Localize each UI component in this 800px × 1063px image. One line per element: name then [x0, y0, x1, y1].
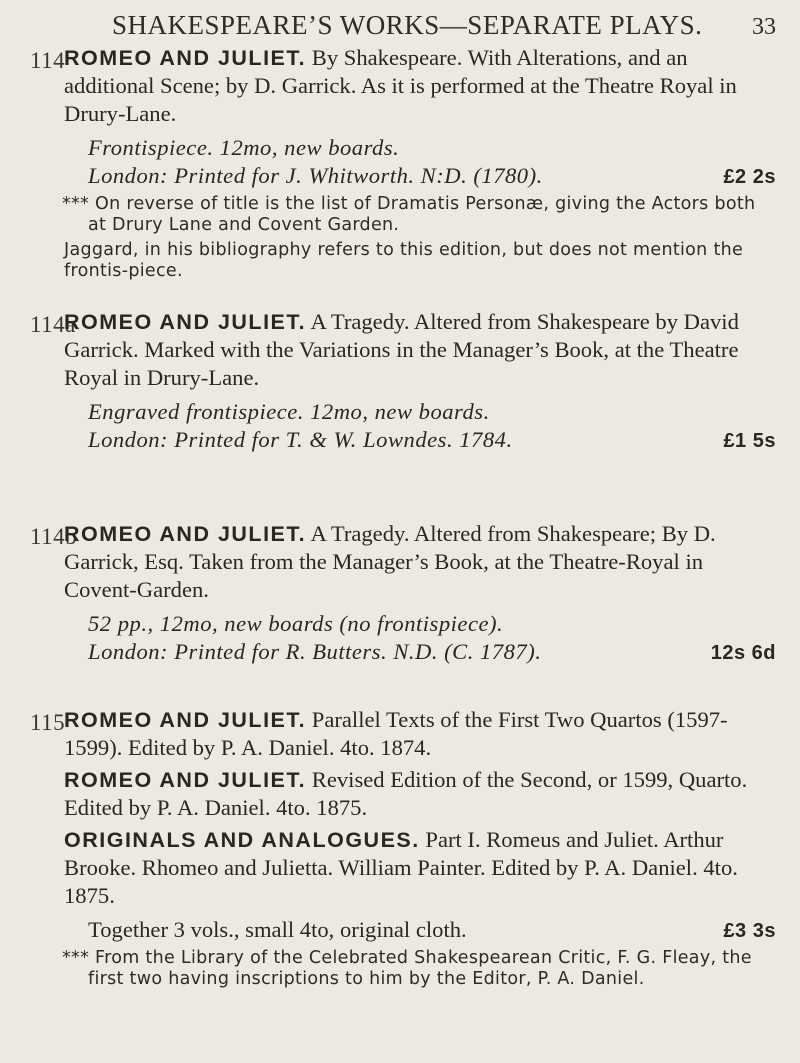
entry-title: ROMEO AND JULIET.: [64, 708, 307, 732]
entry-format: Together 3 vols., small 4to, original cloth.: [88, 917, 467, 942]
entry-format: 52 pp., 12mo, new boards (no frontispiece).: [88, 611, 504, 636]
entry-title: ROMEO AND JULIET.: [64, 310, 307, 334]
catalogue-entry: [64, 308, 776, 454]
imprint-line: [64, 162, 776, 190]
entry-desc: Part I. Romeus and Juliet. Arthur Brooke. Rhomeo and Julietta. William Painter. Edited by P. A. Daniel. 4to. 1875.: [64, 827, 738, 908]
entry-title: ROMEO AND JULIET.: [64, 46, 307, 70]
entry-note: *** On reverse of title is the list of Dramatis Personæ, giving the Actors both at Drury Lane and Covent Garden.: [62, 194, 756, 235]
entry-desc: A Tragedy. Altered from Shakespeare by David Garrick. Marked with the Variations in the Manager’s Book, at the Theatre Royal in Drury-Lane.: [64, 309, 739, 390]
entry-number: 114b: [30, 524, 78, 549]
entry-title: ROMEO AND JULIET.: [64, 768, 307, 792]
entry-price: 12s 6d: [710, 642, 776, 664]
entry-title: ROMEO AND JULIET.: [64, 522, 307, 546]
entry-note: *** From the Library of the Celebrated Shakespearean Critic, F. G. Fleay, the first two having inscriptions to him by the Editor, P. A. Daniel.: [62, 948, 752, 989]
format-line: [64, 916, 776, 944]
entry-imprint: London: Printed for T. & W. Lowndes. 1784.: [88, 427, 513, 452]
entry-format: Engraved frontispiece. 12mo, new boards.: [88, 399, 490, 424]
entry-description: [64, 826, 776, 910]
catalogue-entry: [64, 520, 776, 666]
entry-title: ORIGINALS AND ANALOGUES.: [64, 828, 420, 852]
entry-number: 115: [30, 710, 66, 735]
entry-description: [64, 706, 776, 762]
imprint-line: [64, 638, 776, 666]
entry-description: [64, 308, 776, 392]
catalogue-entry: [64, 706, 776, 990]
entry-price: £2 2s: [723, 166, 776, 188]
entry-description: [64, 520, 776, 604]
entry-description: [64, 766, 776, 822]
entry-imprint: London: Printed for J. Whitworth. N:D. (1780).: [88, 163, 543, 188]
entry-desc: Parallel Texts of the First Two Quartos (1597-1599). Edited by P. A. Daniel. 4to. 1874.: [64, 707, 728, 760]
running-head: SHAKESPEARE’S WORKS—SEPARATE PLAYS.: [112, 10, 703, 40]
entry-price: £3 3s: [723, 920, 776, 942]
entry-desc: By Shakespeare. With Alterations, and an additional Scene; by D. Garrick. As it is performed at the Theatre Royal in Drury-Lane.: [64, 45, 737, 126]
entry-format: Frontispiece. 12mo, new boards.: [88, 135, 400, 160]
entry-number: 114: [30, 48, 66, 73]
entry-price: £1 5s: [723, 430, 776, 452]
entry-note: Jaggard, in his bibliography refers to this edition, but does not mention the frontis-piece.: [64, 240, 744, 281]
entry-desc: Revised Edition of the Second, or 1599, Quarto. Edited by P. A. Daniel. 4to. 1875.: [64, 767, 748, 820]
entry-desc: A Tragedy. Altered from Shakespeare; By D. Garrick, Esq. Taken from the Manager’s Book, at the Theatre-Royal in Covent-Garden.: [64, 521, 716, 602]
page-number: 33: [752, 14, 776, 40]
entry-number: 114a: [30, 312, 76, 337]
entry-description: [64, 44, 776, 128]
catalogue-entry: [64, 44, 776, 282]
imprint-line: [64, 426, 776, 454]
entry-imprint: London: Printed for R. Butters. N.D. (C. 1787).: [88, 639, 542, 664]
